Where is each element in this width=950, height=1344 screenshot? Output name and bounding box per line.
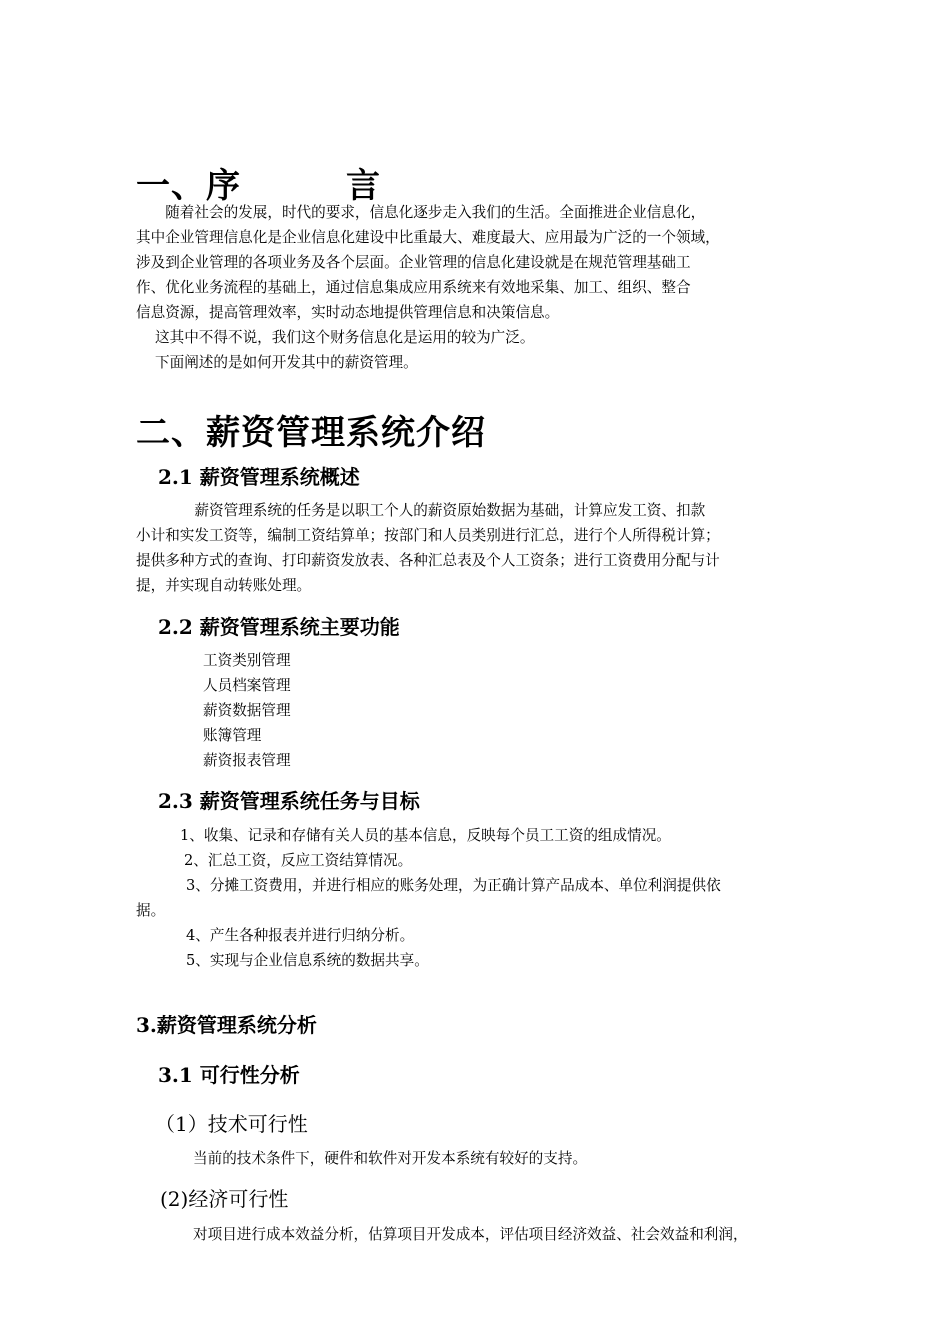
intro-line: 涉及到企业管理的各项业务及各个层面。企业管理的信息化建设就是在规范管理基础工: [136, 254, 691, 271]
intro-paragraph-2: 这其中不得不说，我们这个财务信息化是运用的较为广泛。: [155, 329, 535, 346]
intro-line: 其中企业管理信息化是企业信息化建设中比重最大、难度最大、应用最为广泛的一个领域，: [136, 229, 720, 246]
subsection-2-3-heading: 2.3 薪资管理系统任务与目标: [158, 789, 420, 813]
intro-line: 信息资源，提高管理效率，实时动态地提供管理信息和决策信息。: [136, 304, 560, 321]
paragraph-line: 小计和实发工资等，编制工资结算单；按部门和人员类别进行汇总，进行个人所得税计算；: [136, 527, 720, 544]
goal-item: 4、产生各种报表并进行归纳分析。: [186, 927, 415, 944]
paragraph-line: 提，并实现自动转账处理。: [136, 577, 312, 594]
function-item: 薪资报表管理: [203, 752, 291, 769]
function-item: 账簿管理: [203, 727, 262, 744]
section-3-heading: 3.薪资管理系统分析: [136, 1013, 317, 1037]
goal-item: 5、实现与企业信息系统的数据共享。: [186, 952, 429, 969]
subsection-2-2-heading: 2.2 薪资管理系统主要功能: [158, 615, 400, 639]
function-item: 薪资数据管理: [203, 702, 291, 719]
intro-line: 随着社会的发展，时代的要求，信息化逐步走入我们的生活。全面推进企业信息化，: [136, 204, 706, 221]
paragraph-line: 提供多种方式的查询、打印薪资发放表、各种汇总表及个人工资条；进行工资费用分配与计: [136, 552, 720, 569]
intro-paragraph-3: 下面阐述的是如何开发其中的薪资管理。: [155, 354, 418, 371]
section-1-heading: 一、序 言: [136, 166, 381, 206]
technical-feasibility-heading: （1）技术可行性: [155, 1112, 308, 1136]
paragraph-line: 薪资管理系统的任务是以职工个人的薪资原始数据为基础，计算应发工资、扣款: [136, 502, 706, 519]
goal-item: 3、分摊工资费用，并进行相应的账务处理，为正确计算产品成本、单位利润提供依: [186, 877, 721, 894]
technical-feasibility-text: 当前的技术条件下，硬件和软件对开发本系统有较好的支持。: [193, 1150, 588, 1167]
goal-item: 1、收集、记录和存储有关人员的基本信息，反映每个员工工资的组成情况。: [180, 827, 671, 844]
function-list: [203, 648, 291, 773]
subsection-2-1-heading: 2.1 薪资管理系统概述: [158, 465, 360, 489]
economic-feasibility-text: 对项目进行成本效益分析，估算项目开发成本，评估项目经济效益、社会效益和利润，: [193, 1226, 748, 1243]
intro-line: 作、优化业务流程的基础上，通过信息集成应用系统来有效地采集、加工、组织、整合: [136, 279, 691, 296]
section-2-heading: 二、薪资管理系统介绍: [136, 413, 486, 453]
goal-item-continuation: 据。: [136, 902, 166, 919]
function-item: 工资类别管理: [203, 652, 291, 669]
subsection-3-1-heading: 3.1 可行性分析: [158, 1063, 300, 1087]
economic-feasibility-heading: (2)经济可行性: [160, 1187, 289, 1211]
goal-item: 2、汇总工资，反应工资结算情况。: [184, 852, 413, 869]
subsection-2-1-paragraph: [136, 498, 720, 598]
intro-paragraph: [136, 200, 720, 325]
function-item: 人员档案管理: [203, 677, 291, 694]
